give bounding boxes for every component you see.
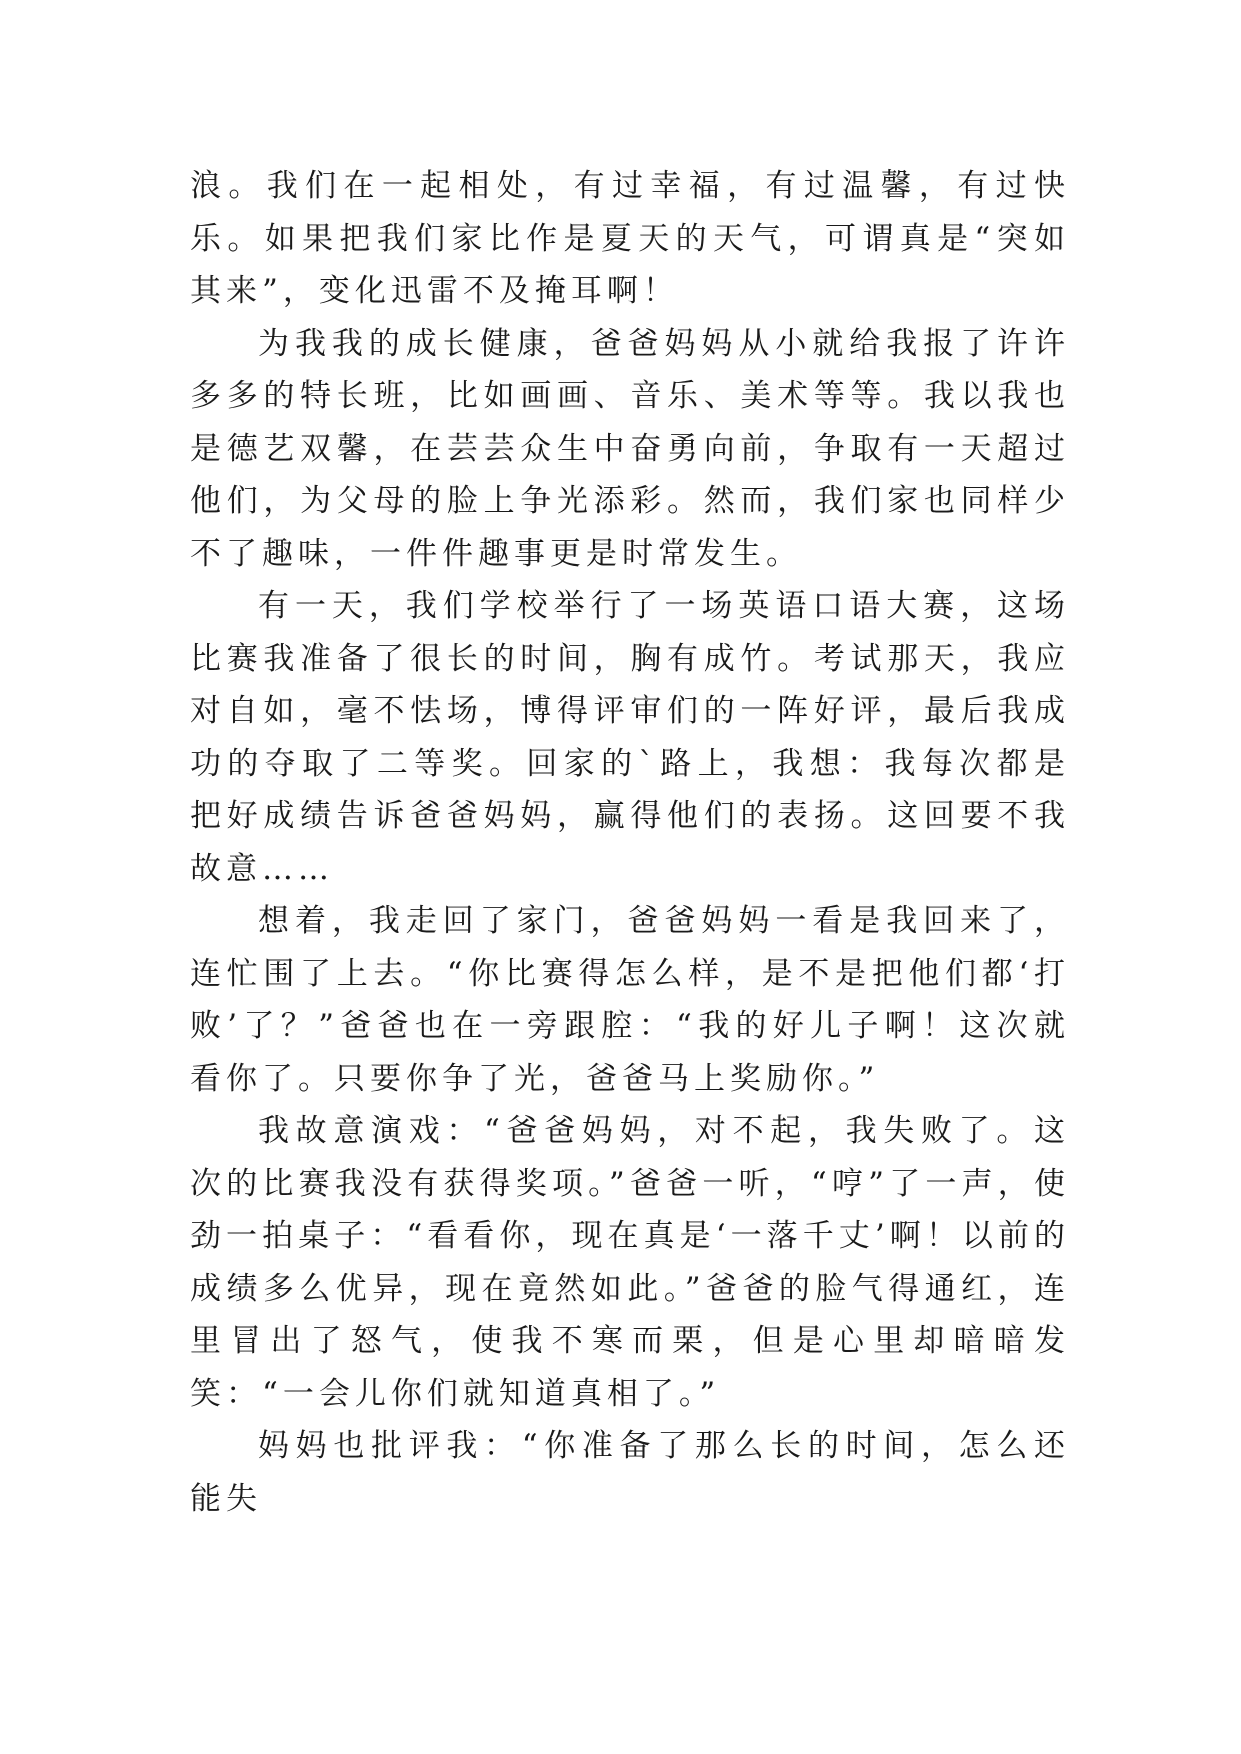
paragraph: 妈妈也批评我：“你准备了那么长的时间，怎么还能失 [190,1428,1070,1517]
body-text [190,160,1070,1525]
paragraph: 想着，我走回了家门，爸爸妈妈一看是我回来了，连忙围了上去。“你比赛得怎么样，是不是把他们都‘打败’了？”爸爸也在一旁跟腔：“我的好儿子啊！这次就看你了。只要你争了光，爸爸马上奖励你。” [190,903,1070,1097]
paragraph: 有一天，我们学校举行了一场英语口语大赛，这场比赛我准备了很长的时间，胸有成竹。考试那天，我应对自如，毫不怯场，博得评审们的一阵好评，最后我成功的夺取了二等奖。回家的`路上，我想：我每次都是把好成绩告诉爸爸妈妈，赢得他们的表扬。这回要不我故意…… [190,588,1070,887]
paragraph: 为我我的成长健康，爸爸妈妈从小就给我报了许许多多的特长班，比如画画、音乐、美术等等。我以我也是德艺双馨，在芸芸众生中奋勇向前，争取有一天超过他们，为父母的脸上争光添彩。然而，我们家也同样少不了趣味，一件件趣事更是时常发生。 [190,325,1070,572]
paragraph: 我故意演戏：“爸爸妈妈，对不起，我失败了。这次的比赛我没有获得奖项。”爸爸一听，“哼”了一声，使劲一拍桌子：“看看你，现在真是‘一落千丈’啊！以前的成绩多么优异，现在竟然如此。”爸爸的脸气得通红，连里冒出了怒气，使我不寒而栗，但是心里却暗暗发笑：“一会儿你们就知道真相了。” [190,1113,1070,1412]
paragraph: 浪。我们在一起相处，有过幸福，有过温馨，有过快乐。如果把我们家比作是夏天的天气，可谓真是“突如其来”，变化迅雷不及掩耳啊！ [190,168,1070,309]
